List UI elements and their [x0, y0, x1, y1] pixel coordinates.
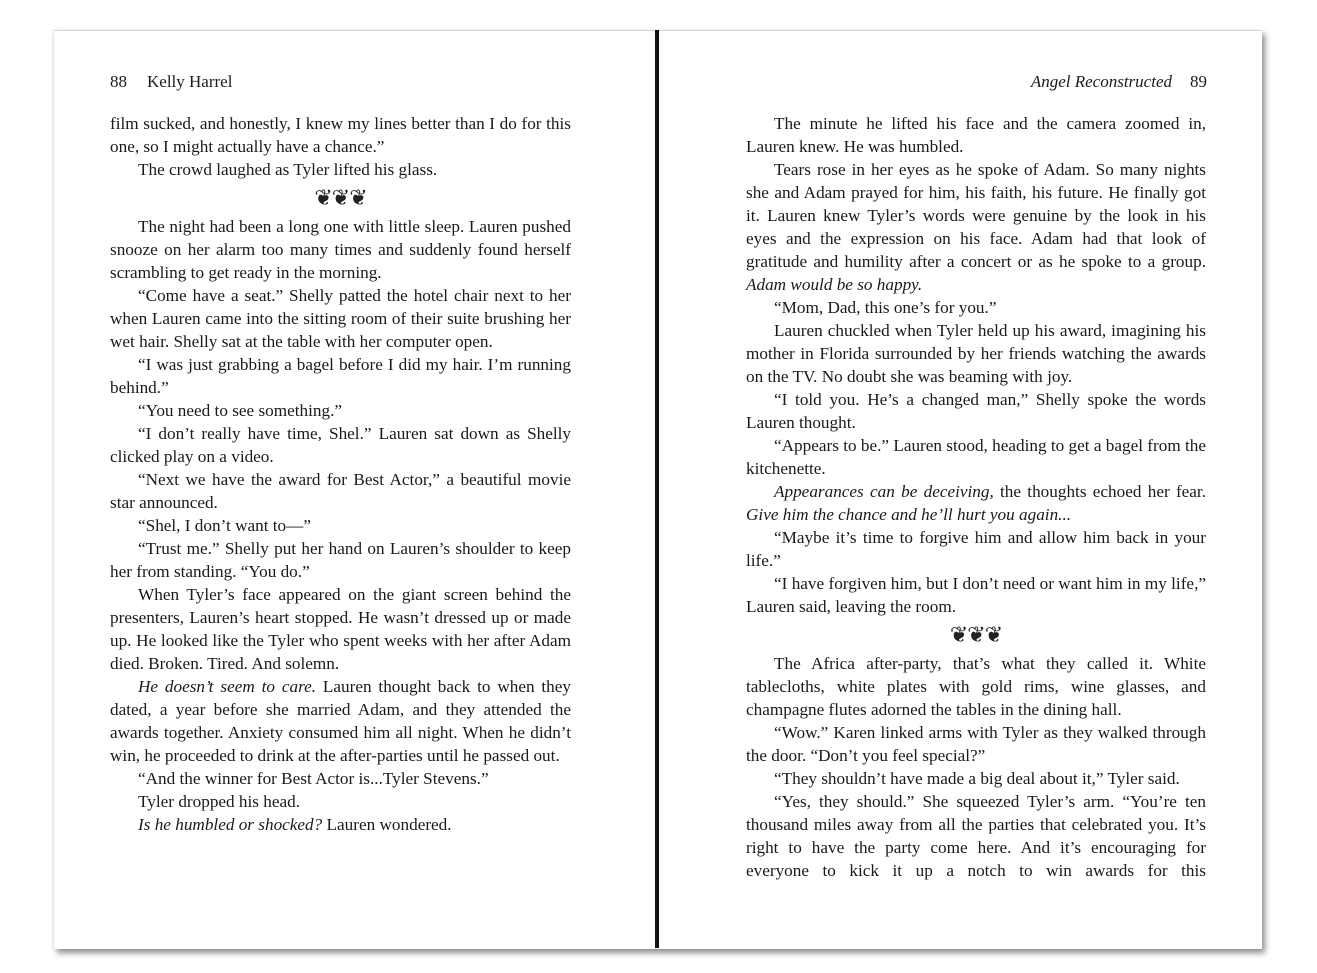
paragraph — [746, 296, 1206, 319]
paragraph-text: “Shel, I don’t want to—” — [138, 516, 311, 535]
ornament-icon: ❦ — [949, 622, 968, 647]
right-block-1 — [746, 112, 1206, 618]
ornament-icon: ❦ — [314, 185, 332, 210]
left-block-2 — [110, 215, 571, 836]
right-page-number: 89 — [1190, 72, 1207, 91]
paragraph-text: Lauren chuckled when Tyler held up his award, imagining his mother in Florida surrounded by her friends watching the awards on the TV. No doubt she was beaming with joy. — [746, 321, 1206, 386]
paragraph-text: “Yes, they should.” She squeezed Tyler’s arm. “You’re ten thousand miles away from all the parties that celebrated you. It’s right to have the party come here. And it’s encouraging for everyone to kick it up a notch to win awards for this — [746, 792, 1206, 880]
paragraph-text: “I don’t really have time, Shel.” Lauren sat down as Shelly clicked play on a video. — [110, 424, 571, 466]
paragraph-text: When Tyler’s face appeared on the giant screen behind the presenters, Lauren’s heart stopped. He wasn’t dressed up or made up. He looked like the Tyler who spent weeks with her after Adam died. Broken. Tired. And solemn. — [110, 585, 571, 673]
paragraph-text: the thoughts echoed her fear. — [993, 482, 1206, 501]
paragraph-text: “You need to see something.” — [138, 401, 342, 420]
paragraph-text: film sucked, and honestly, I knew my lines better than I do for this one, so I might actually have a chance.” — [110, 114, 571, 156]
left-running-head — [110, 72, 232, 92]
italic-thought: He doesn’t seem to care. — [138, 677, 317, 696]
paragraph — [746, 112, 1206, 158]
left-page-number: 88 — [110, 72, 127, 91]
paragraph-text: “Maybe it’s time to forgive him and allow him back in your life.” — [746, 528, 1206, 570]
ornament-icon: ❦ — [984, 622, 1003, 647]
paragraph — [110, 514, 571, 537]
paragraph — [110, 353, 571, 399]
paragraph — [110, 468, 571, 514]
author-name: Kelly Harrel — [147, 72, 233, 91]
right-running-head — [1031, 72, 1207, 92]
paragraph-text: “Mom, Dad, this one’s for you.” — [774, 298, 997, 317]
paragraph — [110, 112, 571, 158]
paragraph — [110, 675, 571, 767]
paragraph — [746, 790, 1206, 882]
paragraph-text: The night had been a long one with little sleep. Lauren pushed snooze on her alarm too many times and suddenly found herself scrambling to get ready in the morning. — [110, 217, 571, 282]
ornament-icon: ❦ — [349, 185, 367, 210]
paragraph-text: “And the winner for Best Actor is...Tyler Stevens.” — [138, 769, 489, 788]
paragraph-text: “Trust me.” Shelly put her hand on Lauren’s shoulder to keep her from standing. “You do.” — [110, 539, 571, 581]
italic-thought: Appearances can be deceiving, — [774, 482, 994, 501]
paragraph — [746, 572, 1206, 618]
paragraph — [110, 790, 571, 813]
paragraph-text: “I have forgiven him, but I don’t need or want him in my life,” Lauren said, leaving the room. — [746, 574, 1206, 616]
right-body-text — [746, 112, 1206, 882]
paragraph-text: “I was just grabbing a bagel before I did my hair. I’m running behind.” — [110, 355, 571, 397]
paragraph-text: The crowd laughed as Tyler lifted his glass. — [138, 160, 438, 179]
paragraph — [110, 215, 571, 284]
right-block-2 — [746, 652, 1206, 882]
paragraph — [110, 399, 571, 422]
paragraph — [746, 319, 1206, 388]
right-page — [659, 30, 1262, 948]
paragraph-text: “They shouldn’t have made a big deal about it,” Tyler said. — [774, 769, 1180, 788]
paragraph — [746, 434, 1206, 480]
italic-thought: Adam would be so happy. — [746, 275, 923, 294]
paragraph — [746, 480, 1206, 526]
paragraph-text: “Wow.” Karen linked arms with Tyler as they walked through the door. “Don’t you feel special?” — [746, 723, 1206, 765]
paragraph-text: The Africa after-party, that’s what they called it. White tablecloths, white plates with gold rims, wine glasses, and champagne flutes adorned the tables in the dining hall. — [746, 654, 1206, 719]
paragraph — [110, 583, 571, 675]
paragraph — [110, 767, 571, 790]
paragraph-text: “Come have a seat.” Shelly patted the hotel chair next to her when Lauren came into the sitting room of their suite brushing her wet hair. Shelly sat at the table with her computer open. — [110, 286, 571, 351]
paragraph — [110, 537, 571, 583]
paragraph — [746, 158, 1206, 296]
paragraph-text: Lauren thought back to when they dated, a year before she married Adam, and they attended the awards together. Anxiety consumed him all night. When he didn’t win, he proceeded to drink at the after-parties until he passed out. — [110, 677, 571, 765]
paragraph — [110, 158, 571, 181]
paragraph — [110, 284, 571, 353]
paragraph-text: Lauren wondered. — [322, 815, 452, 834]
italic-thought: Is he humbled or shocked? — [138, 815, 323, 834]
italic-thought: Give him the chance and he’ll hurt you again... — [746, 505, 1072, 524]
paragraph — [746, 721, 1206, 767]
paragraph-text: “I told you. He’s a changed man,” Shelly spoke the words Lauren thought. — [746, 390, 1206, 432]
left-body-text — [110, 112, 571, 836]
paragraph — [110, 422, 571, 468]
left-block-1 — [110, 112, 571, 181]
paragraph — [746, 526, 1206, 572]
section-break-ornament — [110, 181, 571, 215]
paragraph-text: Tyler dropped his head. — [138, 792, 301, 811]
paragraph-text: Tears rose in her eyes as he spoke of Adam. So many nights she and Adam prayed for him, his faith, his future. He finally got it. Lauren knew Tyler’s words were genuine by the look in his eyes and the expression on his face. Adam had that look of gratitude and humility after a concert or as he spoke to a group. — [746, 160, 1206, 271]
paragraph — [746, 767, 1206, 790]
book-title: Angel Reconstructed — [1030, 72, 1172, 91]
paragraph — [110, 813, 571, 836]
section-break-ornament — [746, 618, 1206, 652]
paragraph — [746, 388, 1206, 434]
ornament-icon: ❦ — [967, 622, 985, 647]
paragraph — [746, 652, 1206, 721]
ornament-icon: ❦ — [331, 185, 350, 210]
left-page — [54, 30, 655, 948]
paragraph-text: The minute he lifted his face and the camera zoomed in, Lauren knew. He was humbled. — [746, 114, 1206, 156]
paragraph-text: “Appears to be.” Lauren stood, heading to get a bagel from the kitchenette. — [746, 436, 1206, 478]
paragraph-text: “Next we have the award for Best Actor,” a beautiful movie star announced. — [110, 470, 571, 512]
